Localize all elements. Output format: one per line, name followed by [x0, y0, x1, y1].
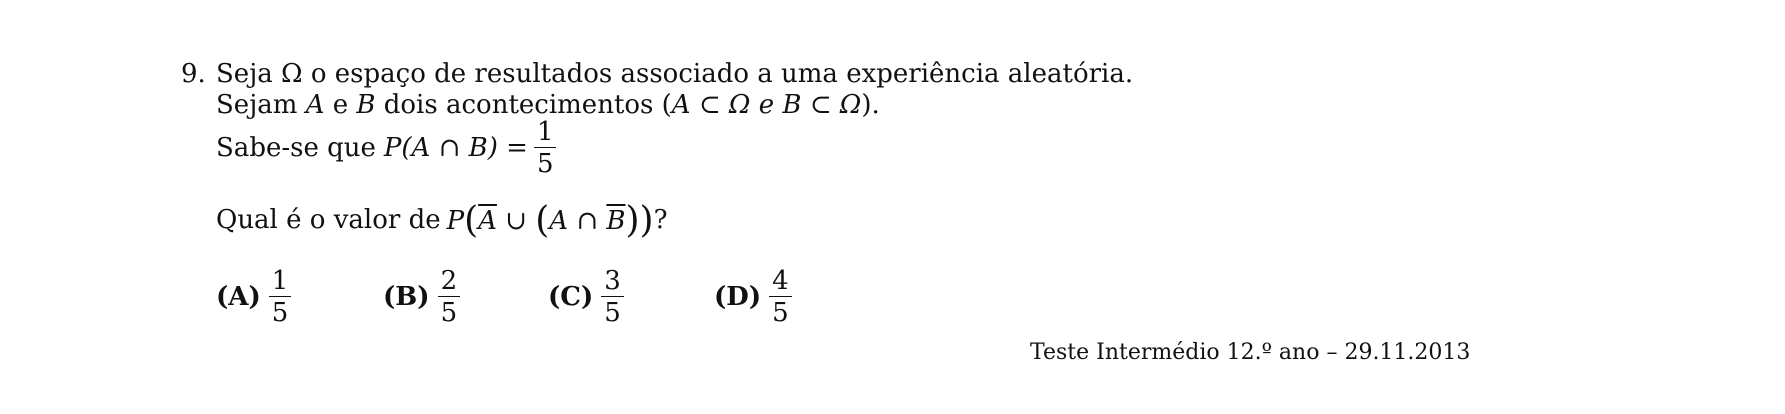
option-label: (A) — [216, 282, 261, 312]
event-a: A — [305, 90, 325, 120]
p-symbol: P — [446, 205, 465, 236]
option-b[interactable] — [383, 266, 462, 328]
question-line-4 — [216, 196, 668, 244]
line4-question-mark: ? — [653, 205, 668, 235]
subset-relation: A ⊂ Ω e B ⊂ Ω — [671, 90, 862, 120]
option-label: (B) — [383, 282, 430, 312]
fraction-numerator: 1 — [534, 119, 557, 148]
option-c[interactable] — [548, 266, 626, 328]
option-d[interactable] — [714, 266, 794, 328]
option-denominator: 5 — [271, 298, 289, 328]
option-denominator: 5 — [440, 298, 458, 328]
probability-expression: P(A ∩ B) = — [383, 133, 528, 163]
given-fraction — [534, 119, 557, 177]
option-denominator: 5 — [772, 298, 789, 328]
option-fraction — [601, 268, 624, 326]
fraction-denominator: 5 — [536, 149, 554, 179]
option-fraction — [269, 268, 292, 326]
footer-text: Teste Intermédio 12.º ano – 29.11.2013 — [1030, 340, 1471, 365]
question-line-3 — [216, 117, 558, 179]
line2-suffix: ). — [861, 90, 880, 120]
line2-middle: dois acontecimentos ( — [375, 90, 672, 120]
union-expression: $P(\overline{A}$ ∪ (A ∩ $\overline{B}$)) — [446, 199, 654, 241]
option-fraction — [438, 268, 461, 326]
option-label: (D) — [714, 282, 762, 312]
line2-and: e — [324, 90, 357, 120]
option-a[interactable] — [216, 266, 293, 328]
option-numerator: 2 — [438, 268, 461, 297]
line4-prefix: Qual é o valor de — [216, 205, 441, 235]
option-numerator: 1 — [269, 268, 292, 297]
line3-prefix: Sabe-se que — [216, 133, 376, 163]
line2-prefix: Sejam — [216, 90, 306, 120]
option-numerator: 3 — [601, 268, 624, 297]
event-b: B — [356, 90, 376, 120]
question-number: 9. — [181, 59, 206, 89]
option-label: (C) — [548, 282, 594, 312]
option-denominator: 5 — [604, 298, 621, 328]
question-line-1: Seja Ω o espaço de resultados associado a uma experiência aleatória. — [216, 59, 1134, 89]
option-fraction — [769, 268, 792, 326]
option-numerator: 4 — [769, 268, 792, 297]
